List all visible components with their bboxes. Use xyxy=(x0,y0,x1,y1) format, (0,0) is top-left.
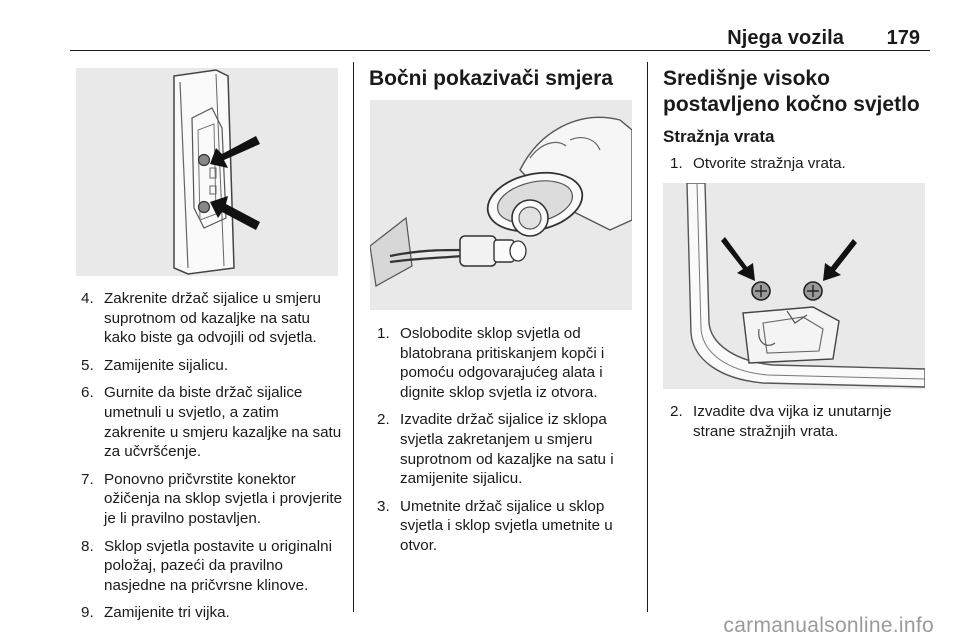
figure-tailgate-screws xyxy=(663,183,925,389)
steps-list-column3-a xyxy=(670,154,930,182)
list-item: 5. Zamijenite sijalicu. xyxy=(81,356,229,374)
list-item: 7. Ponovno pričvrstite konektor ožičenja na sklop svjetla i provjerite je li pravilno postavljen. xyxy=(81,470,343,527)
list-item: 8. Sklop svjetla postavite u originalni položaj, pazeći da pravilno nasjedne na pričvrsne klinove. xyxy=(81,537,332,594)
list-item: 3. Umetnite držač sijalice u sklop svjetla i sklop svjetla umetnite u otvor. xyxy=(377,497,613,554)
list-item: 2. Izvadite dva vijka iz unutarnje strane stražnjih vrata. xyxy=(670,403,892,440)
list-item: 1. Oslobodite sklop svjetla od blatobrana pritiskanjem kopči i pomoću odgovarajućeg alata i dignite sklop svjetla iz otvora. xyxy=(377,325,605,401)
list-item: 4. Zakrenite držač sijalice u smjeru suprotnom od kazaljke na satu kako biste ga odvojili od svjetla. xyxy=(81,290,321,347)
column-divider-left xyxy=(353,62,354,612)
section-heading-brake-light-line2: postavljeno kočno svjetlo xyxy=(663,93,920,116)
section-heading-side-indicators: Bočni pokazivači smjera xyxy=(369,67,613,90)
section-title: Njega vozila xyxy=(727,27,844,49)
figure-bulb-holder-arrows xyxy=(76,68,338,276)
list-item: 1. Otvorite stražnja vrata. xyxy=(670,155,846,172)
list-item: 2. Izvadite držač sijalice iz sklopa svjetla zakretanjem u smjeru suprotnom od kazaljke na satu i zamijenite sijalicu. xyxy=(377,411,614,488)
steps-list-column1 xyxy=(81,289,343,631)
section-heading-brake-light-line1: Središnje visoko xyxy=(663,67,830,90)
column-divider-right xyxy=(647,62,648,612)
page-number: 179 xyxy=(886,27,920,49)
page-header xyxy=(70,0,930,51)
steps-list-column2 xyxy=(377,324,639,564)
watermark: carmanualsonline.info xyxy=(723,614,934,637)
figure-side-indicator-lamp xyxy=(370,100,632,310)
steps-list-column3-b xyxy=(670,402,930,449)
list-item: 9. Zamijenite tri vijka. xyxy=(81,604,230,622)
list-item: 6. Gurnite da biste držač sijalice umetnuli u svjetlo, a zatim zakrenite u smjeru kazaljke na satu za učvršćenje. xyxy=(81,384,342,461)
subheading-tailgate: Stražnja vrata xyxy=(663,127,775,146)
